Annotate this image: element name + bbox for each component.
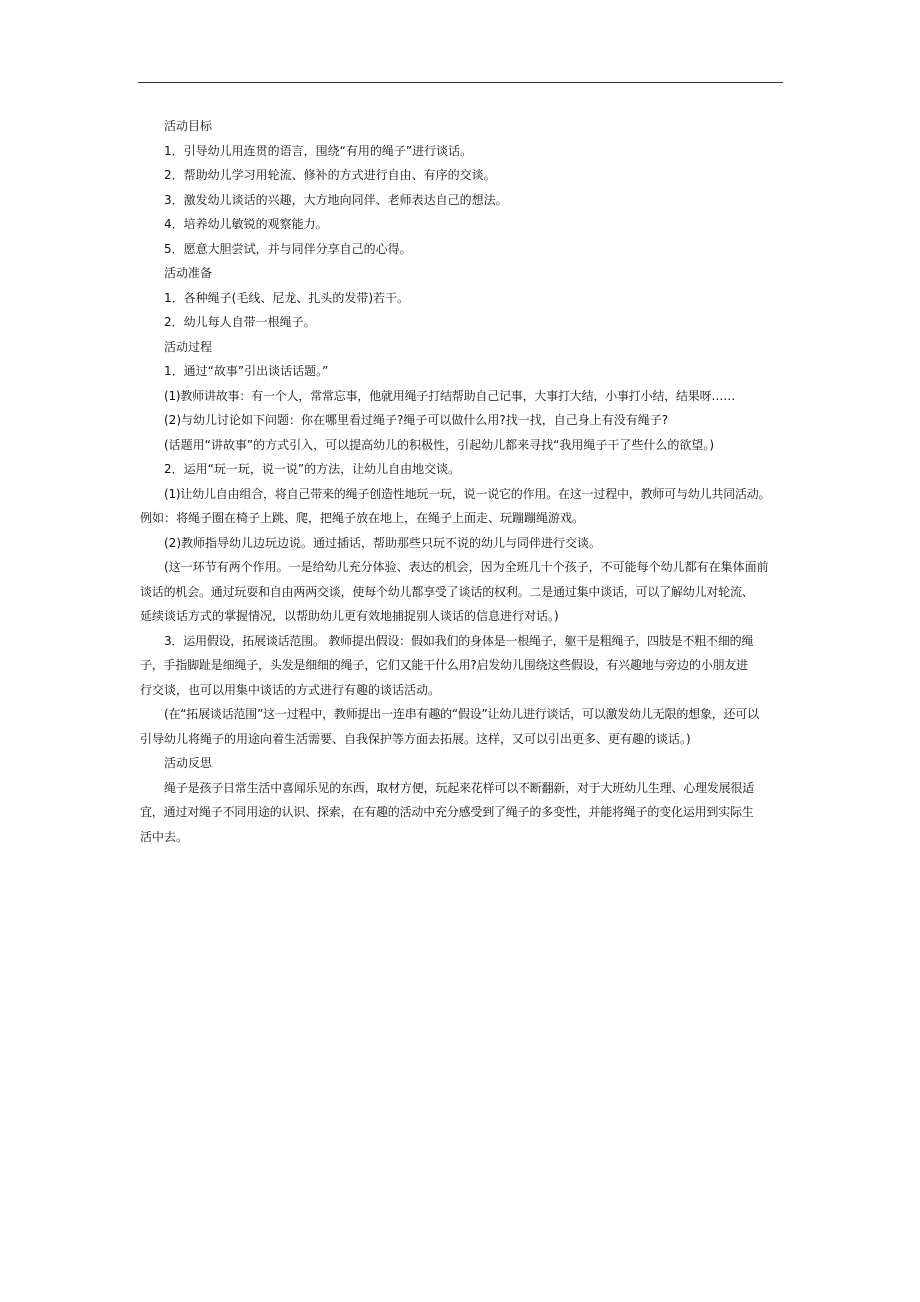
step2-note: (这一环节有两个作用。一是给幼儿充分体验、表达的机会，因为全班几十个孩子，不可能每个幼儿都有在集体面前 — [164, 560, 769, 574]
prep-item: 1．各种绳子(毛线、尼龙、扎头的发带)若干。 — [164, 290, 409, 305]
reflection-paragraph-cont: 宜，通过对绳子不同用途的认识、探索，在有趣的活动中充分感受到了绳子的多变性，并能将绳子的变化运用到实际生 — [140, 805, 754, 819]
heading-process: 活动过程 — [164, 339, 213, 354]
goal-item: 1．引导幼儿用连贯的语言，围绕“有用的绳子”进行谈话。 — [164, 143, 473, 158]
document-body — [140, 114, 790, 849]
step3-paragraph: 3．运用假设，拓展谈话范围。 教师提出假设：假如我们的身体是一根绳子，躯干是粗绳子，四肢是不粗不细的绳 — [164, 633, 754, 648]
reflection-paragraph: 绳子是孩子日常生活中喜闻乐见的东西，取材方便，玩起来花样可以不断翻新，对于大班幼儿生理、心理发展很适 — [164, 780, 755, 795]
step2-note-cont: 延续谈话方式的掌握情况，以帮助幼儿更有效地捕捉别人谈话的信息进行对话。) — [140, 609, 559, 623]
step1-title: 1．通过“故事”引出谈话话题。” — [164, 364, 329, 378]
step3-note: (在“拓展谈话范围”这一过程中，教师提出一连串有趣的“假设”让幼儿进行谈话，可以激发幼儿无限的想象，还可以 — [164, 707, 759, 721]
heading-prep: 活动准备 — [164, 266, 213, 280]
reflection-paragraph-cont: 活中去。 — [140, 829, 189, 844]
step2-title: 2．运用“玩一玩，说一说”的方法，让幼儿自由地交谈。 — [164, 462, 461, 476]
goal-item: 2．帮助幼儿学习用轮流、修补的方式进行自由、有序的交谈。 — [164, 168, 496, 182]
heading-goals: 活动目标 — [164, 119, 213, 133]
step2-paragraph-a: (1)让幼儿自由组合，将自己带来的绳子创造性地玩一玩，说一说它的作用。在这一过程中，教师可与幼儿共同活动。 — [164, 486, 771, 501]
goal-item: 4．培养幼儿敏锐的观察能力。 — [164, 217, 328, 231]
step1-paragraph-a: (1)教师讲故事：有一个人，常常忘事，他就用绳子打结帮助自己记事，大事打大结，小事打小结，结果呀…… — [164, 388, 736, 403]
heading-reflection: 活动反思 — [164, 756, 213, 770]
step3-paragraph-cont: 子，手指脚趾是细绳子，头发是细细的绳子，它们又能干什么用?启发幼儿围绕这些假设，有兴趣地与旁边的小朋友进 — [140, 658, 748, 672]
step2-paragraph-a-cont: 例如：将绳子圈在椅子上跳、爬，把绳子放在地上，在绳子上面走、玩蹦蹦绳游戏。 — [140, 511, 585, 525]
step3-note-cont: 引导幼儿将绳子的用途向着生活需要、自我保护等方面去拓展。这样，又可以引出更多、更有趣的谈话。) — [140, 731, 691, 746]
goal-item: 5．愿意大胆尝试，并与同伴分享自己的心得。 — [164, 241, 412, 256]
step3-paragraph-cont: 行交谈，也可以用集中谈话的方式进行有趣的谈话活动。 — [140, 682, 441, 697]
step1-paragraph-b: (2)与幼儿讨论如下问题：你在哪里看过绳子?绳子可以做什么用?找一找，自己身上有没有绳子? — [164, 413, 669, 427]
step2-paragraph-b: (2)教师指导幼儿边玩边说。通过插话，帮助那些只玩不说的幼儿与同伴进行交谈。 — [164, 535, 602, 550]
prep-item: 2．幼儿每人自带一根绳子。 — [164, 315, 316, 329]
step1-note: (话题用“讲故事”的方式引入，可以提高幼儿的积极性，引起幼儿都来寻找“我用绳子干了些什么的欲望。) — [164, 437, 715, 452]
header-rule — [138, 82, 783, 83]
step2-note-cont: 谈话的机会。通过玩耍和自由两两交谈，使每个幼儿都享受了谈话的权利。二是通过集中谈话，可以了解幼儿对轮流、 — [140, 584, 754, 599]
goal-item: 3．激发幼儿谈话的兴趣，大方地向同伴、老师表达自己的想法。 — [164, 192, 508, 207]
